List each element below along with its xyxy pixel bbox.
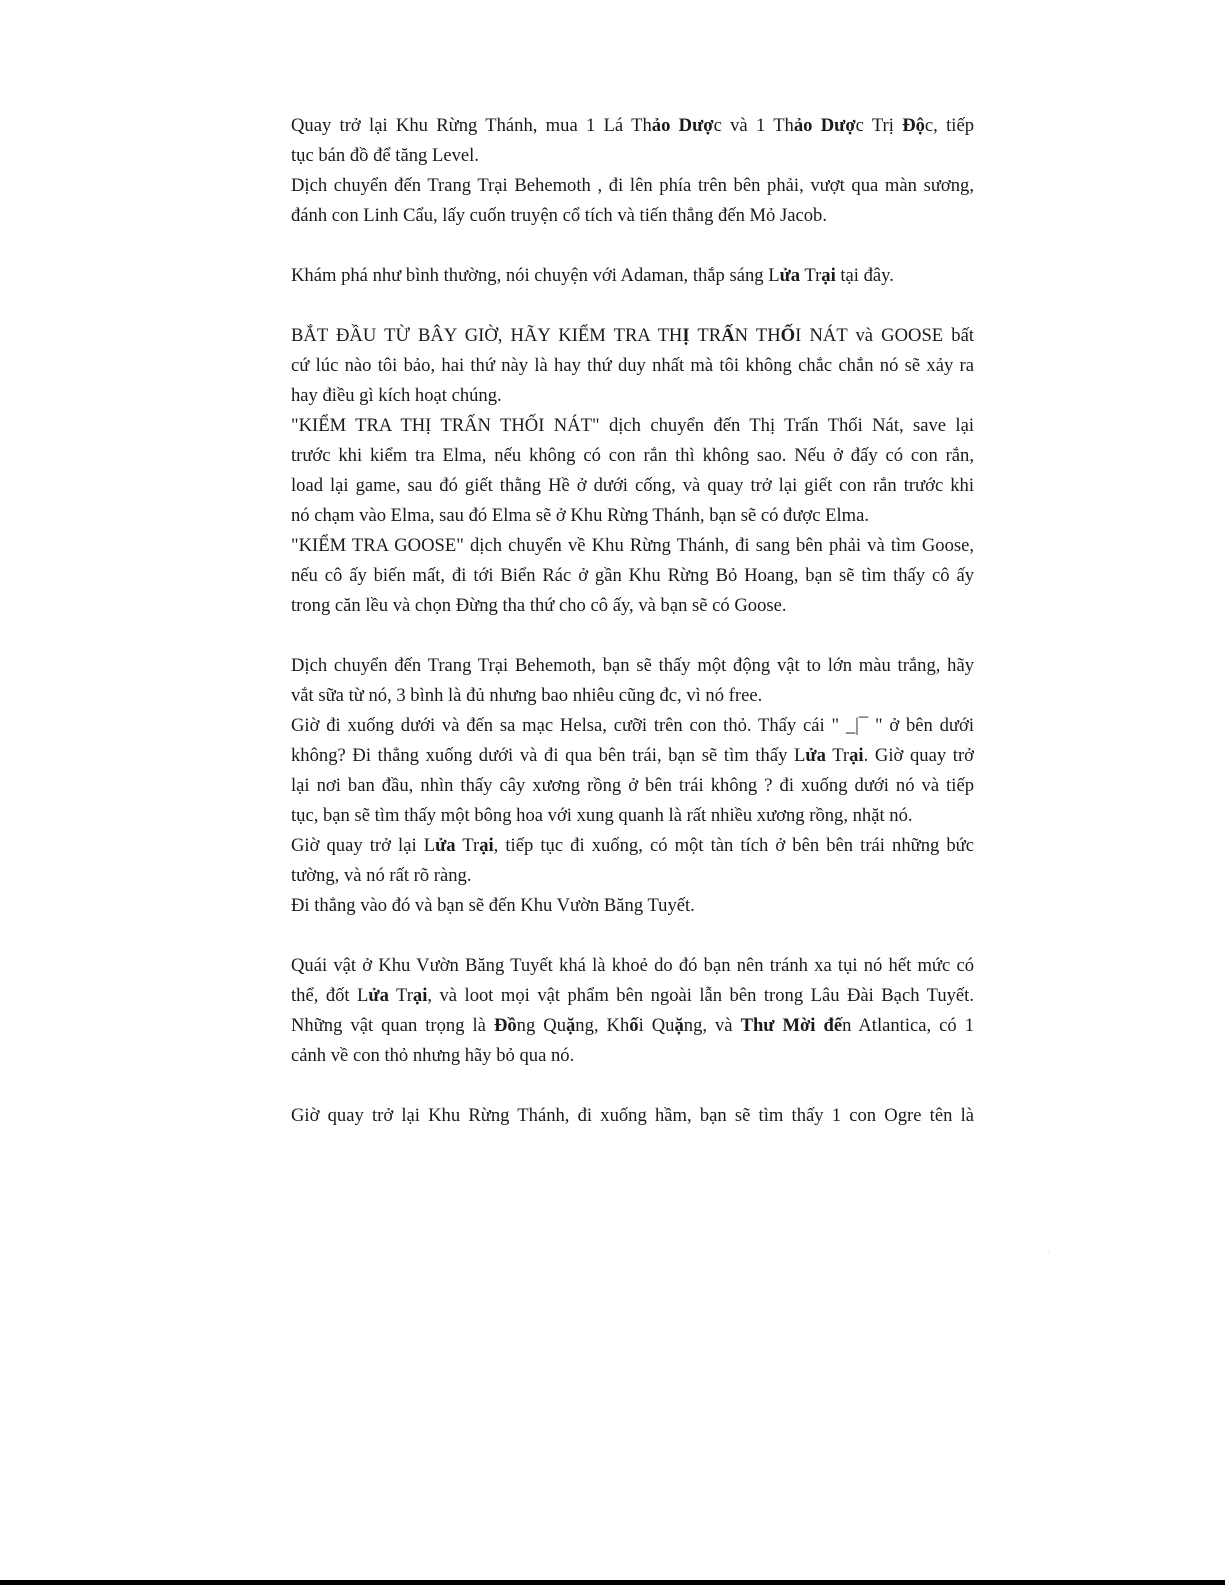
text-line [291, 351, 974, 381]
text-line [291, 531, 974, 561]
text-run: Quay trở lại Khu Rừng Thánh, mua 1 Lá Th [291, 115, 652, 136]
text-line [291, 441, 974, 471]
text-run: cứ lúc nào tôi bảo, hai thứ này là hay thứ duy nhất mà tôi không chắc chắn nó sẽ xảy ra [291, 355, 974, 376]
text-run: , tiếp tục đi xuống, có một tàn tích ở bên bên trái những bức [493, 835, 974, 856]
text-run: I NÁT và GOOSE bất [795, 325, 974, 346]
bold-text-run: Thư Mời đế [740, 1015, 843, 1036]
bold-text-run: ửa [805, 745, 826, 766]
text-line [291, 111, 974, 141]
text-line [291, 1011, 974, 1041]
bold-text-run: ặ [566, 1015, 576, 1036]
text-line [291, 381, 974, 411]
text-line [291, 651, 974, 681]
paragraph-spacer [291, 291, 974, 321]
bold-text-run: Ấ [721, 325, 735, 346]
bold-text-run: ửa [435, 835, 456, 856]
bold-text-run: ại [821, 265, 836, 286]
text-line [291, 831, 974, 861]
text-run: "KIỂM TRA GOOSE" dịch chuyển về Khu Rừng Thánh, đi sang bên phải và tìm Goose, [291, 535, 974, 556]
text-run: trước khi kiểm tra Elma, nếu không có con rắn thì không sao. Nếu ở đấy có con rắn, [291, 445, 974, 466]
text-run: tục bán đồ để tăng Level. [291, 145, 479, 166]
paragraph-spacer [291, 1071, 974, 1101]
bold-text-run: ửa [368, 985, 389, 1006]
text-line [291, 501, 974, 531]
bold-text-run: ảo Dượ [793, 115, 856, 136]
text-run: nó chạm vào Elma, sau đó Elma sẽ ở Khu Rừng Thánh, bạn sẽ có được Elma. [291, 505, 870, 526]
bold-text-run: ại [412, 985, 428, 1006]
text-run: Khám phá như bình thường, nói chuyện với Adaman, thắp sáng L [291, 265, 780, 286]
document-body-text [291, 111, 974, 1131]
text-line [291, 471, 974, 501]
text-line [291, 1041, 974, 1071]
text-line [291, 771, 974, 801]
bold-text-run: ại [849, 745, 864, 766]
text-run: Giờ quay trở lại Khu Rừng Thánh, đi xuống hầm, bạn sẽ tìm thấy 1 con Ogre tên là [291, 1105, 974, 1126]
bold-text-run: ửa [779, 265, 801, 286]
text-run: TR [689, 325, 722, 346]
text-run: lại nơi ban đầu, nhìn thấy cây xương rồng ở bên trái không ? đi xuống dưới nó và tiếp [291, 775, 974, 796]
text-line [291, 261, 974, 291]
text-line [291, 981, 974, 1011]
text-run: Tr [825, 745, 850, 766]
text-run: Tr [455, 835, 480, 856]
text-run: BẮT ĐẦU TỪ BÂY GIỜ, HÃY KIỂM TRA TH [291, 325, 683, 346]
text-line [291, 321, 974, 351]
text-run: trong căn lều và chọn Đừng tha thứ cho cô ấy, và bạn sẽ có Goose. [291, 595, 787, 616]
text-run: cảnh về con thỏ nhưng hãy bỏ qua nó. [291, 1045, 575, 1066]
text-run: thể, đốt L [291, 985, 369, 1006]
text-run: Dịch chuyển đến Trang Trại Behemoth, bạn sẽ thấy một động vật to lớn màu trắng, hãy [291, 655, 974, 676]
text-line [291, 561, 974, 591]
text-line [291, 711, 974, 741]
bold-text-run: ại [479, 835, 494, 856]
text-run: ng Qu [516, 1015, 566, 1036]
text-run: tại đây. [835, 265, 894, 286]
paragraph-spacer [291, 921, 974, 951]
text-line [291, 1101, 974, 1131]
text-line [291, 801, 974, 831]
text-run: n Atlantica, có 1 [842, 1015, 974, 1036]
text-line [291, 591, 974, 621]
text-run: "KIỂM TRA THỊ TRẤN THỐI NÁT" dịch chuyển đến Thị Trấn Thối Nát, save lại [291, 415, 974, 436]
text-line [291, 891, 974, 921]
text-line [291, 411, 974, 441]
bold-text-run: ố [629, 1015, 639, 1036]
text-run: Quái vật ở Khu Vườn Băng Tuyết khá là khoẻ do đó bạn nên tránh xa tụi nó hết mức có [291, 955, 974, 976]
text-run: tục, bạn sẽ tìm thấy một bông hoa với xung quanh là rất nhiều xương rồng, nhặt nó. [291, 805, 913, 826]
text-line [291, 861, 974, 891]
text-line [291, 201, 974, 231]
text-run: ng, và [683, 1015, 741, 1036]
paragraph-spacer [291, 621, 974, 651]
text-run: . Giờ quay trở [863, 745, 974, 766]
text-run: tường, và nó rất rõ ràng. [291, 865, 472, 886]
text-run: không? Đi thẳng xuống dưới và đi qua bên trái, bạn sẽ tìm thấy L [291, 745, 806, 766]
text-run: c, tiếp [924, 115, 974, 136]
text-run: i Qu [638, 1015, 675, 1036]
text-run: Giờ quay trở lại L [291, 835, 436, 856]
text-run: hay điều gì kích hoạt chúng. [291, 385, 502, 406]
bold-text-run: Ị [682, 325, 690, 346]
scan-speck [1048, 1251, 1049, 1252]
text-run: Đi thẳng vào đó và bạn sẽ đến Khu Vườn Băng Tuyết. [291, 895, 695, 916]
text-run: Những vật quan trọng là [291, 1015, 494, 1036]
text-line [291, 741, 974, 771]
text-line [291, 171, 974, 201]
page-bottom-border [0, 1580, 1225, 1585]
bold-text-run: Ố [780, 325, 796, 346]
text-run: Tr [800, 265, 822, 286]
bold-text-run: Đồ [493, 1015, 517, 1036]
text-run: ng, Kh [575, 1015, 630, 1036]
text-run: c và 1 Th [713, 115, 794, 136]
text-run: Giờ đi xuống dưới và đến sa mạc Helsa, cưỡi trên con thỏ. Thấy cái " _|¯ " ở bên dưới [291, 715, 974, 736]
text-run: c Trị [855, 115, 903, 136]
text-run: load lại game, sau đó giết thằng Hề ở dưới cống, và quay trở lại giết con rắn trước khi [291, 475, 974, 496]
text-run: đánh con Linh Cẩu, lấy cuốn truyện cổ tích và tiến thẳng đến Mỏ Jacob. [291, 205, 827, 226]
text-run: nếu cô ấy biến mất, đi tới Biển Rác ở gần Khu Rừng Bỏ Hoang, bạn sẽ tìm thấy cô ấy [291, 565, 974, 586]
paragraph-spacer [291, 231, 974, 261]
bold-text-run: ảo Dượ [651, 115, 714, 136]
text-line [291, 951, 974, 981]
bold-text-run: ặ [674, 1015, 684, 1036]
bold-text-run: Độ [902, 115, 925, 136]
text-line [291, 141, 974, 171]
text-run: vắt sữa từ nó, 3 bình là đủ nhưng bao nhiêu cũng đc, vì nó free. [291, 685, 763, 706]
text-run: Tr [388, 985, 413, 1006]
text-line [291, 681, 974, 711]
text-run: N TH [734, 325, 781, 346]
text-run: Dịch chuyển đến Trang Trại Behemoth , đi lên phía trên bên phải, vượt qua màn sương, [291, 175, 974, 196]
text-run: , và loot mọi vật phẩm bên ngoài lẫn bên trong Lâu Đài Bạch Tuyết. [427, 985, 974, 1006]
